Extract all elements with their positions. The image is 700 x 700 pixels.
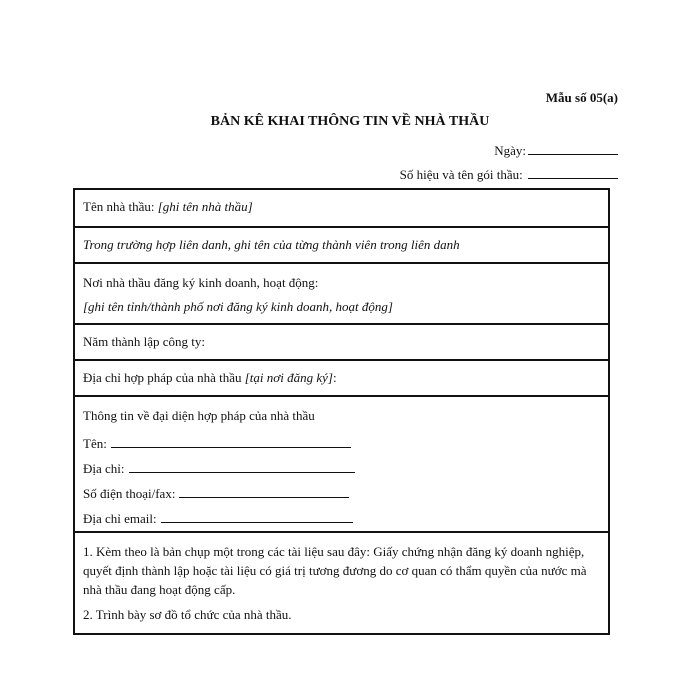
rep-phone-field bbox=[83, 477, 600, 502]
package-field bbox=[400, 166, 618, 183]
representative-row bbox=[75, 397, 608, 533]
attachment-item-2: 2. Trình bày sơ đồ tổ chức của nhà thầu. bbox=[83, 607, 292, 622]
founding-year-label: Năm thành lập công ty: bbox=[83, 334, 206, 349]
package-label: Số hiệu và tên gói thầu: bbox=[399, 167, 523, 182]
contractor-info-table bbox=[73, 188, 610, 635]
representative-heading: Thông tin về đại diện hợp pháp của nhà thầu bbox=[83, 408, 315, 423]
joint-venture-note: Trong trường hợp liên danh, ghi tên của từng thành viên trong liên danh bbox=[83, 237, 460, 252]
legal-address-label: Địa chỉ hợp pháp của nhà thầu bbox=[83, 370, 242, 385]
rep-phone-blank[interactable] bbox=[179, 496, 349, 498]
contractor-name-row bbox=[75, 190, 608, 228]
rep-name-blank[interactable] bbox=[111, 446, 351, 448]
date-field bbox=[494, 142, 618, 159]
joint-venture-row bbox=[75, 228, 608, 264]
registration-label: Nơi nhà thầu đăng ký kinh doanh, hoạt động: bbox=[83, 275, 319, 290]
package-blank[interactable] bbox=[528, 166, 618, 179]
founding-year-row bbox=[75, 325, 608, 361]
rep-name-field bbox=[83, 427, 600, 452]
legal-address-suffix: : bbox=[332, 370, 337, 385]
date-label: Ngày: bbox=[494, 143, 526, 158]
rep-address-field bbox=[83, 452, 600, 477]
attachment-item-1: 1. Kèm theo là bản chụp một trong các tài liệu sau đây: Giấy chứng nhận đăng ký doanh nghiệp, quyết định thành lập hoặc tài liệu có giá trị tương đương do cơ quan có thẩm quyền của nước mà nhà thầu đang hoạt động cấp. bbox=[83, 544, 587, 597]
registration-hint: [ghi tên tỉnh/thành phố nơi đăng ký kinh doanh, hoạt động] bbox=[83, 299, 393, 314]
contractor-name-label: Tên nhà thầu: bbox=[83, 199, 155, 214]
page-title: BẢN KÊ KHAI THÔNG TIN VỀ NHÀ THẦU bbox=[210, 114, 490, 129]
registration-row bbox=[75, 264, 608, 325]
attachments-row bbox=[75, 533, 608, 633]
contractor-name-hint: [ghi tên nhà thầu] bbox=[157, 199, 253, 214]
form-code: Mẫu số 05(a) bbox=[545, 90, 618, 105]
rep-email-label: Địa chỉ email: bbox=[83, 511, 157, 526]
rep-address-label: Địa chỉ: bbox=[83, 461, 125, 476]
rep-address-blank[interactable] bbox=[129, 471, 355, 473]
rep-name-label: Tên: bbox=[83, 436, 107, 451]
rep-phone-label: Số điện thoại/fax: bbox=[83, 486, 176, 501]
date-blank[interactable] bbox=[528, 142, 618, 155]
legal-address-row bbox=[75, 361, 608, 397]
rep-email-blank[interactable] bbox=[161, 521, 353, 523]
legal-address-hint: [tại nơi đăng ký] bbox=[244, 370, 333, 385]
rep-email-field bbox=[83, 502, 600, 527]
